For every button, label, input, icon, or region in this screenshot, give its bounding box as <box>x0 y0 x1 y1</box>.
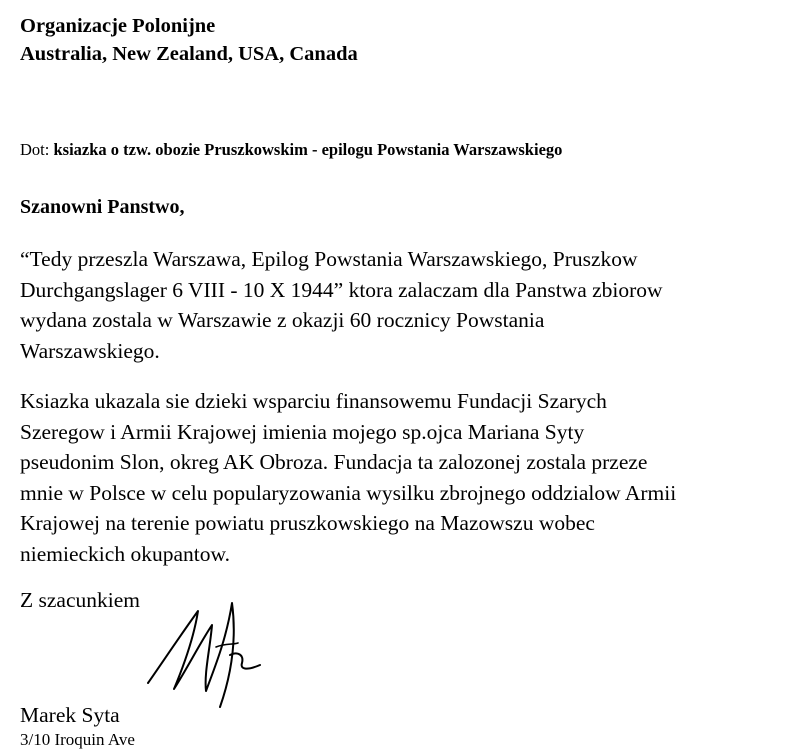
signatory-address: 3/10 Iroquin Ave <box>20 730 135 749</box>
paragraph-foundation <box>20 386 790 569</box>
paragraph-line: Szeregow i Armii Krajowej imienia mojego sp.ojca Mariana Syty <box>20 419 585 444</box>
paragraph-line: wydana zostala w Warszawie z okazji 60 rocznicy Powstania <box>20 308 545 332</box>
paragraph-book <box>20 244 790 366</box>
paragraph-line: Warszawskiego. <box>20 338 160 363</box>
paragraph-line: Ksiazka ukazala sie dzieki wsparciu finansowemu Fundacji Szarych <box>20 389 607 413</box>
organization-regions: Australia, New Zealand, USA, Canada <box>20 43 358 65</box>
paragraph-line: mnie w Polsce w celu popularyzowania wysilku zbrojnego oddzialow Armii <box>20 480 677 505</box>
subject-text: ksiazka o tzw. obozie Pruszkowskim - epilogu Powstania Warszawskiego <box>53 140 563 159</box>
paragraph-line: niemieckich okupantow. <box>20 541 230 566</box>
closing-phrase: Z szacunkiem <box>20 588 140 612</box>
signatory-name: Marek Syta <box>20 703 120 727</box>
subject-line <box>20 140 562 160</box>
subject-prefix: Dot: <box>20 140 54 159</box>
paragraph-line: Krajowej na terenie powiatu pruszkowskiego na Mazowszu wobec <box>20 511 595 535</box>
paragraph-line: “Tedy przeszla Warszawa, Epilog Powstania Warszawskiego, Pruszkow <box>20 247 638 271</box>
organization-name: Organizacje Polonijne <box>20 15 216 37</box>
paragraph-line: pseudonim Slon, okreg AK Obroza. Fundacja ta zalozonej zostala przeze <box>20 450 648 474</box>
paragraph-line: Durchgangslager 6 VIII - 10 X 1944” ktora zalaczam dla Panstwa zbiorow <box>20 277 663 302</box>
handwritten-signature <box>140 585 280 715</box>
greeting: Szanowni Panstwo, <box>20 196 185 218</box>
